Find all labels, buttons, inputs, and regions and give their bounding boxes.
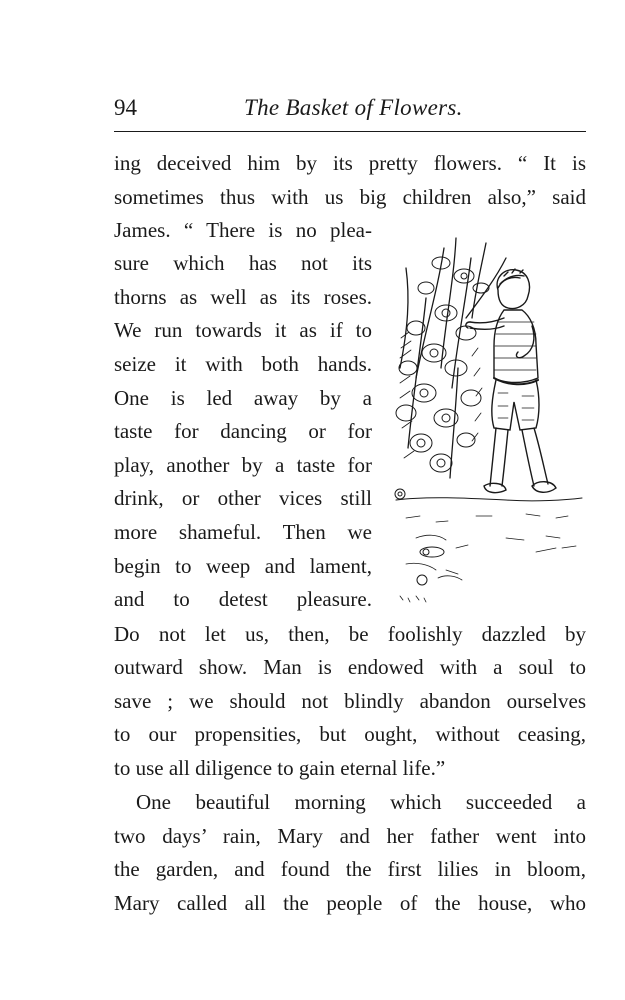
text-line: drink, or other vices still <box>114 486 372 510</box>
text-line: the garden, and found the first lilies in bloom, <box>114 857 586 881</box>
text-line: two days’ rain, Mary and her father went into <box>114 824 586 848</box>
running-header <box>114 90 586 126</box>
text-line: play, another by a taste for <box>114 453 372 477</box>
paragraph-first-line: One beautiful morning which succeeded a <box>136 790 586 814</box>
text-line: We run towards it as if to <box>114 318 372 342</box>
page-number: 94 <box>114 95 137 120</box>
text-line: to our propensities, but ought, without ceasing, <box>114 722 586 746</box>
boy-picking-roses-icon <box>386 218 588 610</box>
text-line: to use all diligence to gain eternal life.” <box>114 756 446 780</box>
text-line: seize it with both hands. <box>114 352 372 376</box>
header-rule <box>114 131 586 132</box>
text-line: begin to weep and lament, <box>114 554 372 578</box>
text-line: outward show. Man is endowed with a soul to <box>114 655 586 679</box>
text-line: taste for dancing or for <box>114 419 372 443</box>
text-line: and to detest pleasure. <box>114 587 372 611</box>
text-line: Do not let us, then, be foolishly dazzled by <box>114 622 586 646</box>
running-title: The Basket of Flowers. <box>244 95 463 120</box>
text-line: sure which has not its <box>114 251 372 275</box>
text-line: more shameful. Then we <box>114 520 372 544</box>
text-line: James. “ There is no plea- <box>114 218 372 242</box>
text-line: ing deceived him by its pretty flowers. “ It is <box>114 151 586 175</box>
text-line: sometimes thus with us big children also,” said <box>114 185 586 209</box>
text-line: thorns as well as its roses. <box>114 285 372 309</box>
text-line: Mary called all the people of the house, who <box>114 891 586 915</box>
text-line: save ; we should not blindly abandon ourselves <box>114 689 586 713</box>
text-line: One is led away by a <box>114 386 372 410</box>
